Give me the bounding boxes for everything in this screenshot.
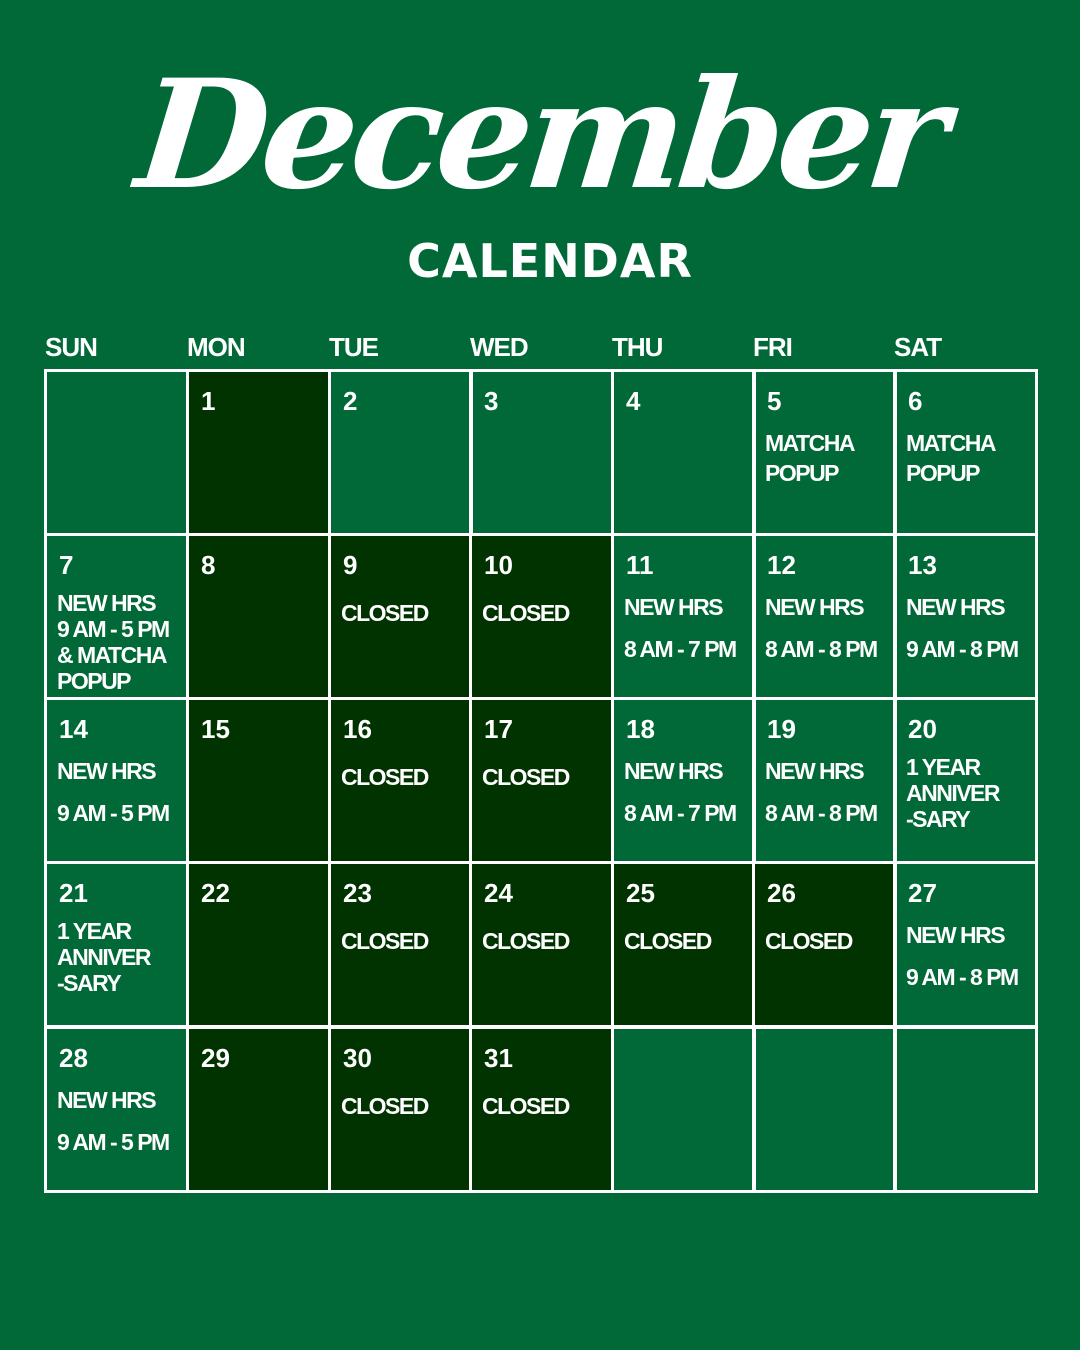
day-note-line: NEW HRS	[624, 758, 723, 784]
closed-label	[341, 762, 468, 792]
calendar-day-12	[752, 533, 897, 700]
calendar-subtitle: CALENDAR	[407, 234, 693, 288]
weekday-fri: FRI	[753, 332, 792, 362]
calendar-day-28	[44, 1026, 189, 1193]
day-note	[57, 590, 184, 694]
calendar-day-9	[328, 533, 473, 700]
day-note-line: POPUP	[57, 668, 131, 694]
calendar-day-26	[752, 861, 897, 1028]
day-note-line: NEW HRS	[765, 758, 864, 784]
day-note-line: 1 YEAR	[57, 918, 131, 944]
calendar-day-25	[611, 861, 756, 1028]
day-note-line: MATCHA	[906, 430, 995, 456]
day-number: 1	[201, 386, 216, 416]
calendar-empty-cell	[611, 1026, 756, 1193]
day-number: 15	[201, 714, 230, 744]
day-note-line: NEW HRS	[57, 758, 156, 784]
day-note-line: NEW HRS	[624, 594, 723, 620]
closed-label	[341, 926, 468, 956]
calendar-day-23	[328, 861, 473, 1028]
day-note	[906, 592, 1033, 664]
day-note	[906, 754, 1033, 832]
calendar-day-15	[186, 697, 331, 864]
weekday-wed: WED	[470, 332, 528, 362]
day-note-line: CLOSED	[341, 764, 428, 790]
weekday-mon: MON	[187, 332, 245, 362]
day-note-line: CLOSED	[482, 1093, 569, 1119]
calendar-day-3	[469, 369, 614, 536]
day-note-line: 9 AM - 8 PM	[906, 964, 1018, 990]
day-number: 3	[484, 386, 499, 416]
day-note-line: NEW HRS	[906, 594, 1005, 620]
closed-label	[482, 598, 609, 628]
calendar-day-29	[186, 1026, 331, 1193]
day-note	[57, 756, 184, 828]
calendar-day-1	[186, 369, 331, 536]
day-note-line: -SARY	[57, 970, 121, 996]
day-number: 21	[59, 878, 88, 908]
calendar-day-22	[186, 861, 331, 1028]
day-number: 19	[767, 714, 796, 744]
day-number: 24	[484, 878, 513, 908]
calendar-day-4	[611, 369, 756, 536]
day-note-line: 9 AM - 5 PM	[57, 616, 169, 642]
day-note	[765, 756, 892, 828]
day-note-line: 8 AM - 7 PM	[624, 800, 736, 826]
day-note-line: CLOSED	[765, 928, 852, 954]
calendar-day-27	[893, 861, 1038, 1028]
day-note	[906, 920, 1033, 992]
day-number: 4	[626, 386, 641, 416]
day-note-line: 9 AM - 8 PM	[906, 636, 1018, 662]
day-note-line: ANNIVER	[57, 944, 151, 970]
day-number: 12	[767, 550, 796, 580]
day-note-line: 8 AM - 8 PM	[765, 636, 877, 662]
day-note-line: NEW HRS	[765, 594, 864, 620]
day-note-line: 8 AM - 8 PM	[765, 800, 877, 826]
calendar-month-title: December	[129, 47, 951, 223]
weekday-sat: SAT	[894, 332, 942, 362]
day-number: 23	[343, 878, 372, 908]
day-number: 20	[908, 714, 937, 744]
day-note-line: CLOSED	[482, 600, 569, 626]
day-note-line: ANNIVER	[906, 780, 1000, 806]
calendar-day-21	[44, 861, 189, 1028]
day-number: 10	[484, 550, 513, 580]
calendar-day-10	[469, 533, 614, 700]
closed-label	[765, 926, 892, 956]
day-note	[624, 592, 751, 664]
day-note-line: 9 AM - 5 PM	[57, 1129, 169, 1155]
day-note	[906, 428, 1033, 488]
day-note-line: 8 AM - 7 PM	[624, 636, 736, 662]
day-note-line: POPUP	[765, 460, 839, 486]
calendar-day-16	[328, 697, 473, 864]
day-number: 18	[626, 714, 655, 744]
day-number: 8	[201, 550, 216, 580]
closed-label	[482, 926, 609, 956]
day-number: 9	[343, 550, 358, 580]
day-note-line: CLOSED	[341, 928, 428, 954]
day-number: 26	[767, 878, 796, 908]
day-note-line: NEW HRS	[57, 1087, 156, 1113]
day-note-line: NEW HRS	[906, 922, 1005, 948]
calendar-day-8	[186, 533, 331, 700]
day-number: 27	[908, 878, 937, 908]
day-number: 2	[343, 386, 358, 416]
day-note	[57, 918, 184, 996]
calendar-day-7	[44, 533, 189, 700]
day-number: 14	[59, 714, 88, 744]
calendar-day-13	[893, 533, 1038, 700]
calendar-grid	[44, 369, 1038, 1194]
day-note-line: & MATCHA	[57, 642, 166, 668]
weekday-sun: SUN	[45, 332, 97, 362]
calendar-day-19	[752, 697, 897, 864]
closed-label	[482, 762, 609, 792]
calendar-day-14	[44, 697, 189, 864]
calendar-empty-cell	[893, 1026, 1038, 1193]
day-note-line: 1 YEAR	[906, 754, 980, 780]
day-number: 16	[343, 714, 372, 744]
day-number: 7	[59, 550, 74, 580]
calendar-day-11	[611, 533, 756, 700]
day-number: 31	[484, 1043, 513, 1073]
day-note	[765, 428, 892, 488]
day-number: 30	[343, 1043, 372, 1073]
calendar-empty-cell	[752, 1026, 897, 1193]
day-note-line: MATCHA	[765, 430, 854, 456]
day-note-line: NEW HRS	[57, 590, 156, 616]
closed-label	[341, 598, 468, 628]
day-note-line: 9 AM - 5 PM	[57, 800, 169, 826]
calendar-day-2	[328, 369, 473, 536]
day-number: 29	[201, 1043, 230, 1073]
day-note-line: -SARY	[906, 806, 970, 832]
day-note-line: CLOSED	[341, 600, 428, 626]
weekday-tue: TUE	[329, 332, 378, 362]
calendar-day-20	[893, 697, 1038, 864]
day-note-line: CLOSED	[624, 928, 711, 954]
calendar-day-30	[328, 1026, 473, 1193]
calendar-day-17	[469, 697, 614, 864]
day-note	[765, 592, 892, 664]
day-note	[57, 1085, 184, 1157]
calendar-day-6	[893, 369, 1038, 536]
calendar-empty-cell	[44, 369, 189, 536]
weekday-header-row	[45, 327, 1035, 367]
day-number: 17	[484, 714, 513, 744]
closed-label	[624, 926, 751, 956]
weekday-thu: THU	[612, 332, 663, 362]
calendar-day-31	[469, 1026, 614, 1193]
day-number: 22	[201, 878, 230, 908]
closed-label	[341, 1091, 468, 1121]
calendar-day-5	[752, 369, 897, 536]
calendar-day-24	[469, 861, 614, 1028]
day-note-line: POPUP	[906, 460, 980, 486]
day-number: 5	[767, 386, 782, 416]
day-number: 28	[59, 1043, 88, 1073]
day-number: 11	[626, 550, 654, 580]
closed-label	[482, 1091, 609, 1121]
day-note	[624, 756, 751, 828]
calendar-day-18	[611, 697, 756, 864]
day-note-line: CLOSED	[482, 764, 569, 790]
day-number: 6	[908, 386, 923, 416]
day-number: 25	[626, 878, 655, 908]
day-note-line: CLOSED	[341, 1093, 428, 1119]
day-number: 13	[908, 550, 937, 580]
day-note-line: CLOSED	[482, 928, 569, 954]
